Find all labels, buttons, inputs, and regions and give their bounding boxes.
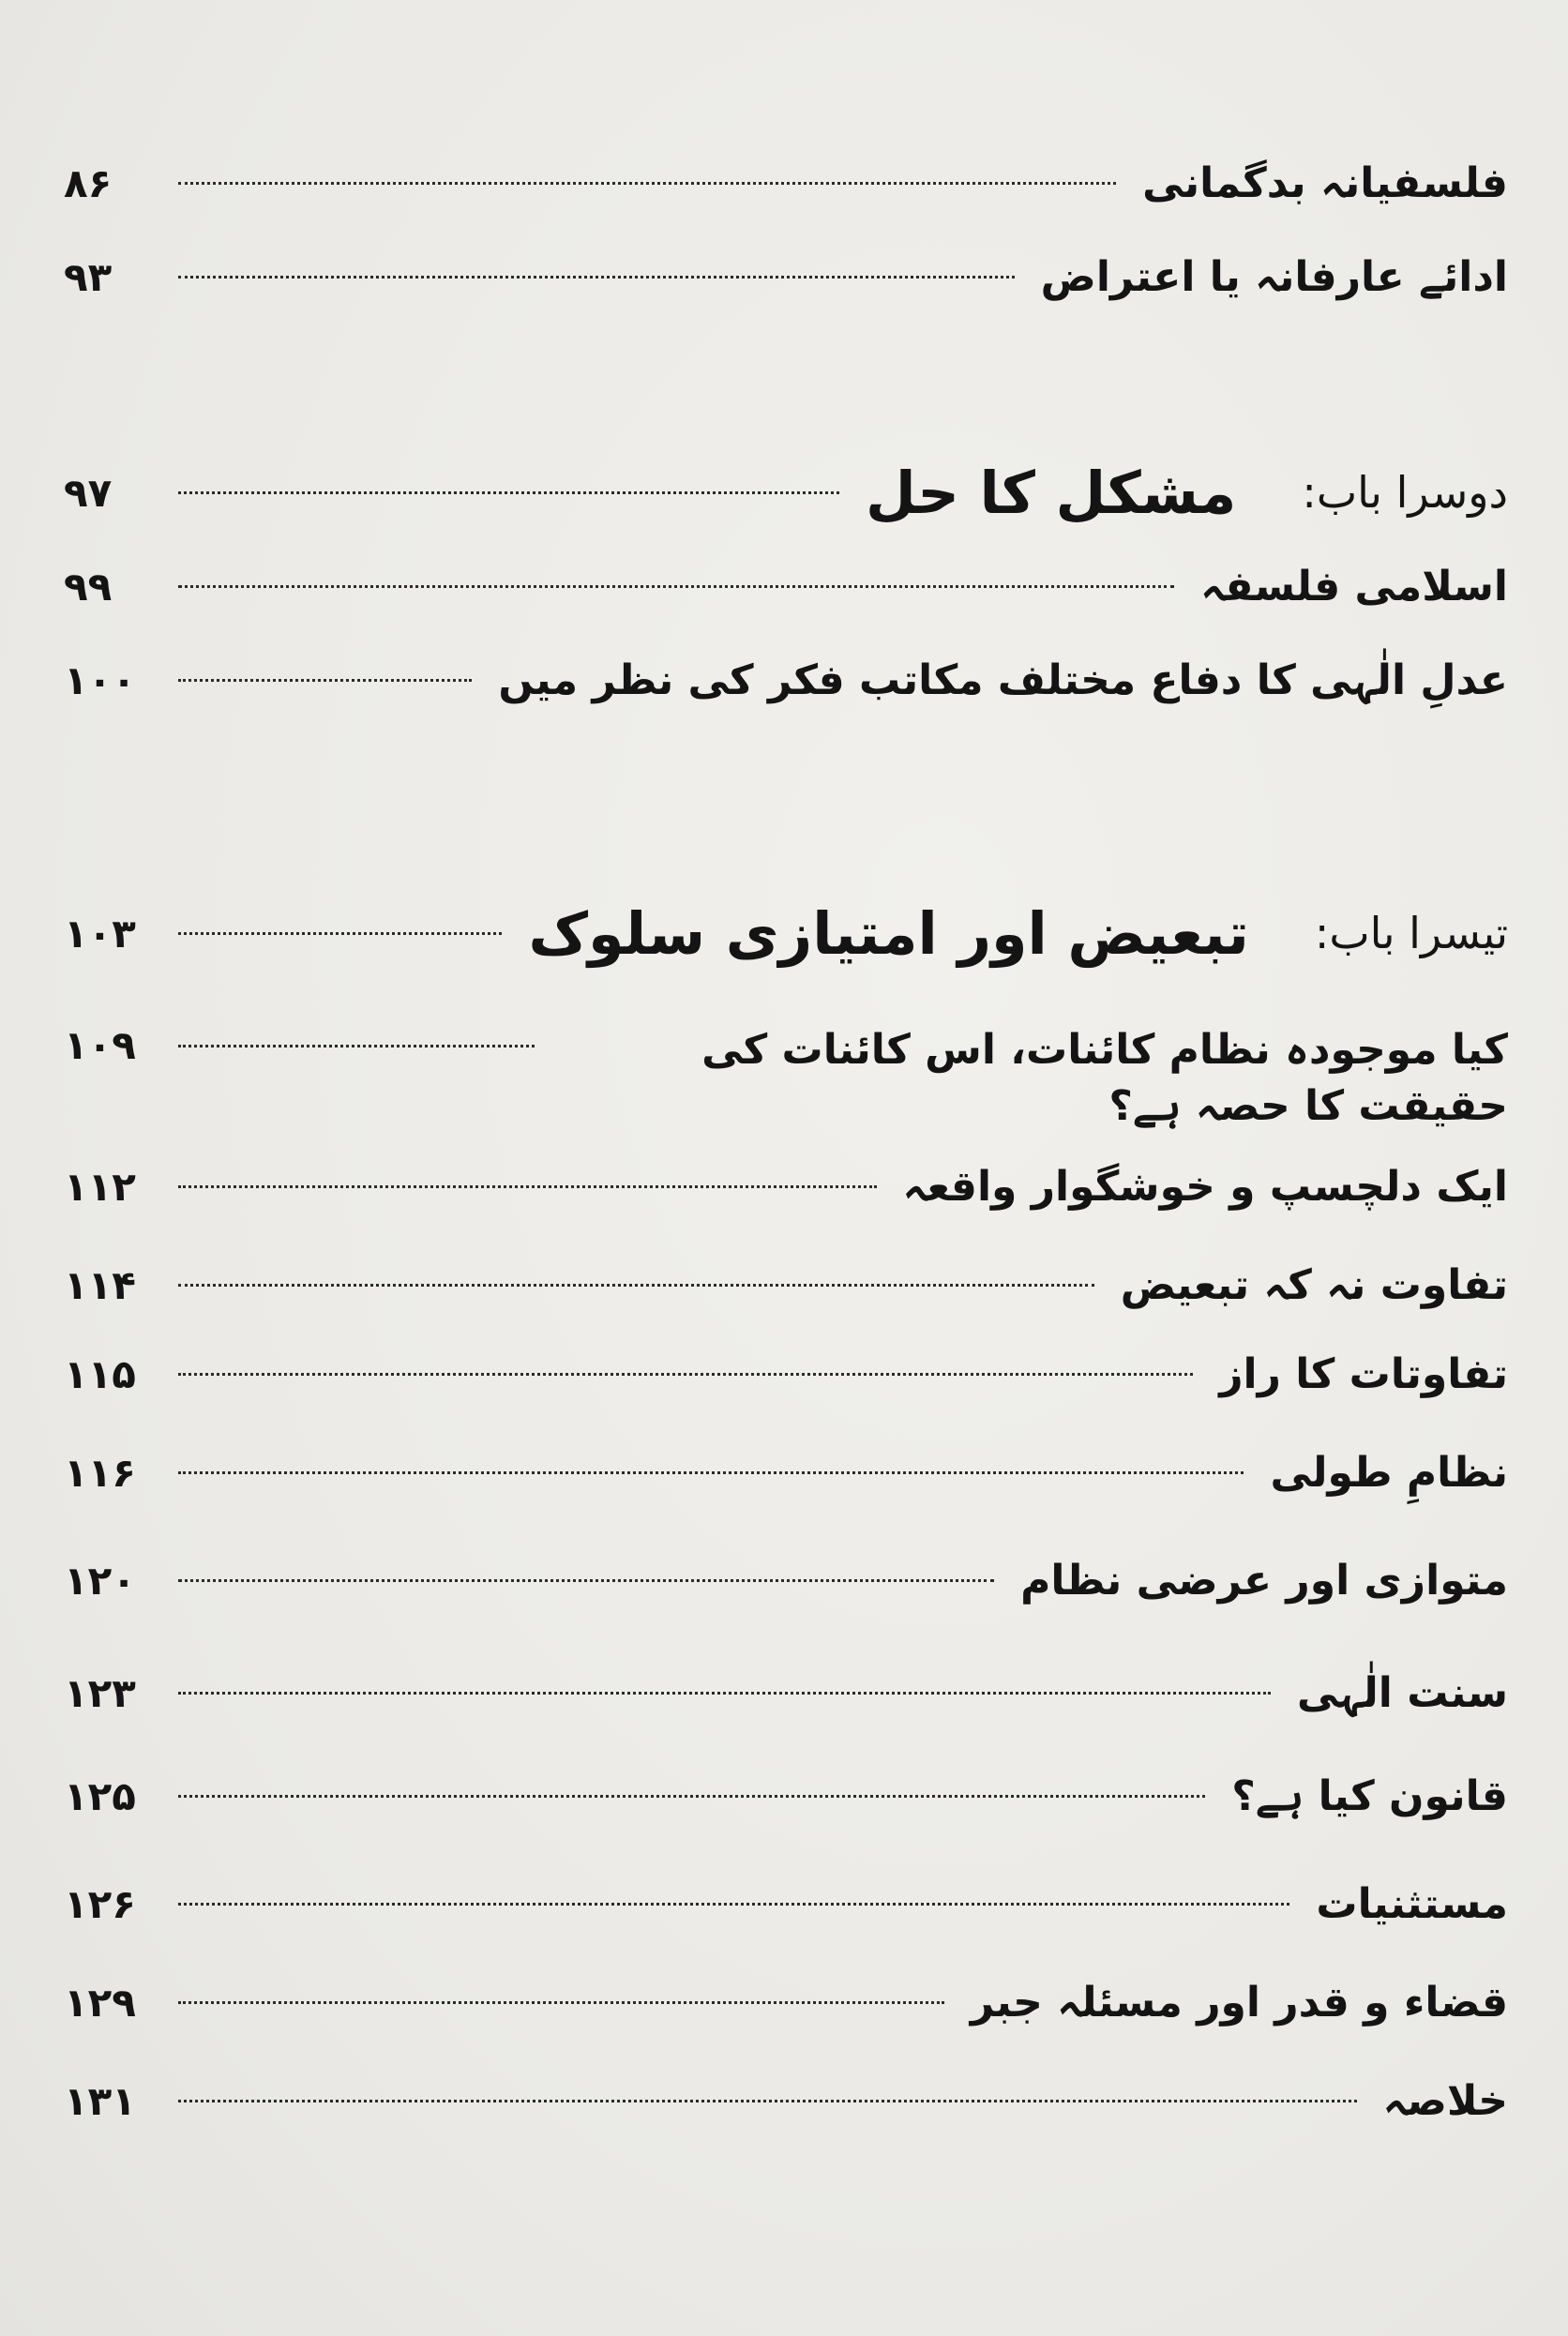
toc-entry[interactable] [64, 1650, 1508, 1735]
page-number: ۱۲۶ [64, 1880, 136, 1927]
toc-entry[interactable] [64, 1538, 1508, 1622]
dotted-leader [178, 1795, 1205, 1798]
toc-entry[interactable] [64, 1861, 1508, 1946]
toc-entry[interactable] [64, 1754, 1508, 1838]
entry-title: سنت الٰہی [1296, 1668, 1508, 1717]
dotted-leader [178, 2100, 1357, 2102]
entry-title: تفاوت نہ کہ تبعیض [1120, 1260, 1508, 1309]
page-number: ۱۱۴ [64, 1261, 136, 1308]
entry-title: ایک دلچسپ و خوشگوار واقعہ [902, 1162, 1508, 1211]
toc-entry[interactable] [64, 1144, 1508, 1228]
entry-title: مستثنیات [1316, 1879, 1508, 1928]
entry-title: متوازی اور عرضی نظام [1020, 1556, 1508, 1605]
toc-entry[interactable] [64, 544, 1508, 628]
toc-entry[interactable] [64, 638, 1508, 722]
dotted-leader [178, 585, 1174, 588]
entry-title: اسلامی فلسفہ [1200, 562, 1508, 610]
toc-entry[interactable] [64, 1430, 1508, 1515]
page-number: ۱۰۹ [64, 1022, 136, 1068]
page-number: ۱۲۳ [64, 1669, 136, 1716]
dotted-leader [178, 1692, 1271, 1695]
entry-title: قانون کیا ہے؟ [1231, 1771, 1508, 1820]
chapter-heading-2[interactable] [64, 441, 1508, 544]
toc-entry[interactable] [64, 2058, 1508, 2143]
entry-title: خلاصہ [1382, 2076, 1508, 2125]
entry-title: فلسفیانہ بدگمانی [1142, 158, 1508, 207]
page-number: ۱۲۵ [64, 1772, 136, 1819]
page-number: ۹۳ [64, 253, 113, 300]
toc-entry[interactable] [64, 1243, 1508, 1327]
entry-title: قضاء و قدر اور مسئلہ جبر [970, 1978, 1508, 2027]
page-number: ۱۲۰ [64, 1557, 136, 1604]
toc-entry[interactable] [64, 234, 1508, 319]
page-number: ۹۷ [64, 469, 113, 516]
page-number: ۱۱۵ [64, 1350, 136, 1397]
page-number: ۱۱۶ [64, 1449, 136, 1496]
chapter-title: تبعیض اور امتیازی سلوک [528, 898, 1249, 968]
entry-title: تفاوتات کا راز [1219, 1349, 1508, 1398]
page-number: ۹۹ [64, 563, 113, 610]
page-number: ۱۳۱ [64, 2077, 136, 2124]
dotted-leader [178, 1284, 1094, 1287]
page-number: ۱۲۹ [64, 1979, 136, 2026]
toc-entry[interactable] [64, 141, 1508, 225]
chapter-title: مشکل کا حل [865, 458, 1237, 527]
toc-entry[interactable] [64, 1960, 1508, 2044]
dotted-leader [178, 491, 839, 494]
chapter-label: تیسرا باب: [1314, 908, 1508, 958]
dotted-leader [178, 679, 472, 682]
dotted-leader [178, 1185, 877, 1188]
dotted-leader [178, 1903, 1289, 1906]
entry-title: ادائے عارفانہ یا اعتراض [1040, 252, 1508, 301]
chapter-label: دوسرا باب: [1302, 467, 1508, 518]
dotted-leader [178, 1373, 1193, 1376]
dotted-leader [178, 182, 1116, 185]
page-number: ۱۱۲ [64, 1163, 136, 1210]
dotted-leader [178, 1579, 994, 1582]
toc-entry[interactable] [64, 1332, 1508, 1416]
dotted-leader [178, 1471, 1244, 1474]
dotted-leader [178, 932, 502, 935]
page-number: ۸۶ [64, 159, 113, 206]
page-number: ۱۰۳ [64, 910, 136, 957]
toc-entry[interactable] [64, 1022, 1508, 1153]
dotted-leader [178, 1045, 535, 1047]
entry-title: نظامِ طولی [1270, 1448, 1508, 1497]
entry-title: عدلِ الٰہی کا دفاع مختلف مکاتب فکر کی نظر میں [498, 656, 1508, 704]
dotted-leader [178, 2001, 944, 2004]
chapter-heading-3[interactable] [64, 882, 1508, 985]
entry-title: کیا موجودہ نظام کائنات، اس کائنات کی حقیقت کا حصہ ہے؟ [701, 1026, 1508, 1130]
page-number: ۱۰۰ [64, 656, 136, 703]
dotted-leader [178, 276, 1015, 279]
